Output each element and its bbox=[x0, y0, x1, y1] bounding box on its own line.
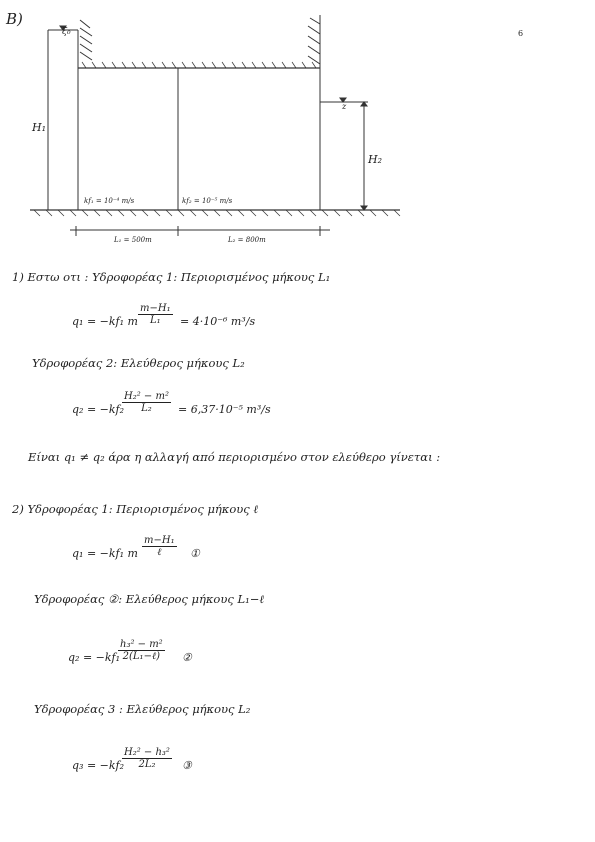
q2-denominator: L₂ bbox=[141, 403, 152, 414]
q2-numerator: H₂² − m² bbox=[124, 391, 169, 402]
section1-aquifer2: Υδροφορέας 2: Ελεύθερος μήκους L₂ bbox=[32, 356, 245, 370]
q1-result: = 4·10⁻⁶ m³/s bbox=[180, 315, 256, 328]
q1-lhs: q₁ = −kf₁ m bbox=[72, 315, 138, 328]
eq2-tag: ② bbox=[182, 651, 192, 664]
s2-q3-lhs: q₃ = −kf₂ bbox=[72, 759, 125, 772]
q1-numerator: m−H₁ bbox=[140, 303, 171, 314]
k1-label: kf₁ = 10⁻⁴ m/s bbox=[84, 197, 135, 205]
s2-q1-numerator: m−H₁ bbox=[144, 535, 175, 546]
q2-result: = 6,37·10⁻⁵ m³/s bbox=[178, 403, 271, 416]
L1-label: L₁ = 500m bbox=[114, 236, 152, 244]
s2-q1-denominator: ℓ bbox=[157, 547, 162, 558]
s2-q2-lhs: q₂ = −kf₁ bbox=[68, 651, 121, 664]
s2-q1-fraction bbox=[142, 535, 177, 558]
s2-q2-denominator: 2(L₁−ℓ) bbox=[122, 651, 161, 662]
part-label: B) bbox=[6, 10, 23, 28]
s2-q3-fraction bbox=[122, 747, 172, 770]
eq3-tag: ③ bbox=[182, 759, 192, 772]
k2-label: kf₂ = 10⁻⁵ m/s bbox=[182, 197, 233, 205]
section2-aquifer2: Υδροφορέας ②: Ελεύθερος μήκους L₁−ℓ bbox=[34, 592, 265, 606]
s2-q3-denominator: 2L₂ bbox=[138, 759, 156, 770]
q2-lhs: q₂ = −kf₂ bbox=[72, 403, 125, 416]
q2-fraction bbox=[122, 391, 171, 414]
section1-intro: 1) Εστω οτι : Υδροφορέας 1: Περιορισμένος μήκους L₁ bbox=[12, 270, 331, 284]
eq1-tag: ① bbox=[190, 547, 200, 560]
q1-denominator: L₁ bbox=[149, 315, 161, 326]
section2-aquifer3: Υδροφορέας 3 : Ελεύθερος μήκους L₂ bbox=[34, 702, 251, 716]
s2-q2-numerator: h₃² − m² bbox=[120, 639, 163, 650]
right-level-marker: z bbox=[342, 102, 347, 111]
left-head-label: H₁ bbox=[32, 121, 47, 134]
section1-conclusion: Είναι q₁ ≠ q₂ άρα η αλλαγή από περιορισμένο στον ελεύθερο γίνεται : bbox=[28, 450, 441, 464]
s2-q1-lhs: q₁ = −kf₁ m bbox=[72, 547, 138, 560]
s2-q2-fraction bbox=[118, 639, 165, 662]
xi-symbol: ξ₀ bbox=[62, 27, 71, 37]
q1-fraction bbox=[138, 303, 173, 326]
section2-intro: 2) Υδροφορέας 1: Περιορισμένος μήκους ℓ bbox=[12, 502, 259, 516]
right-head-label: H₂ bbox=[368, 153, 383, 166]
page-number: 6 bbox=[518, 29, 524, 38]
L2-label: L₂ = 800m bbox=[228, 236, 266, 244]
s2-q3-numerator: H₂² − h₃² bbox=[124, 747, 170, 758]
